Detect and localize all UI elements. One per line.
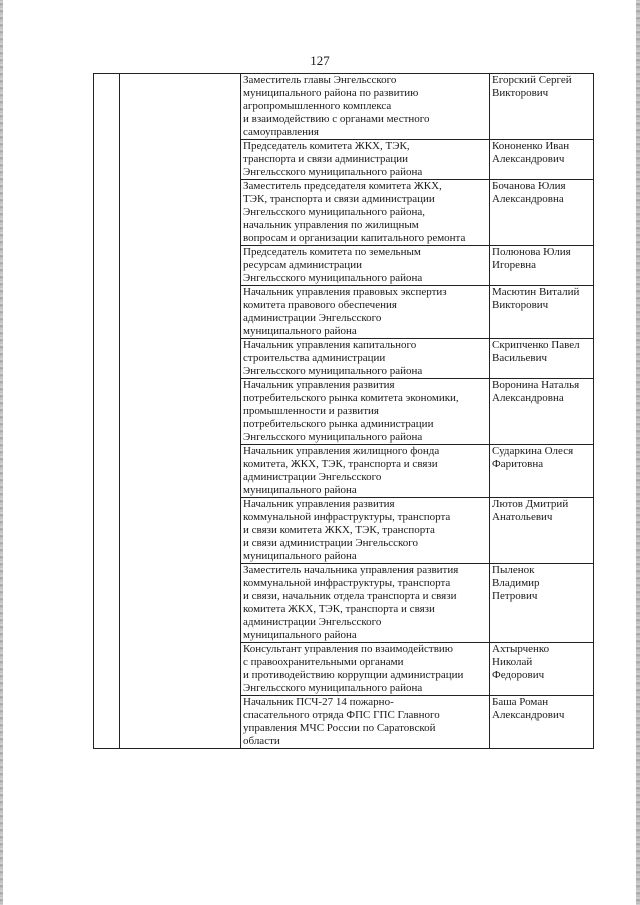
table-row <box>94 74 594 140</box>
name-cell: Полюнова Юлия Игоревна <box>490 246 594 286</box>
position-cell: Начальник управления жилищного фонда комитета, ЖКХ, ТЭК, транспорта и связи администрации Энгельсского муниципального района <box>241 445 490 498</box>
scan-edge-left <box>0 0 3 905</box>
position-cell: Председатель комитета по земельным ресурсам администрации Энгельсского муниципального района <box>241 246 490 286</box>
name-cell: Воронина Наталья Александровна <box>490 379 594 445</box>
name-cell: Пыленок Владимир Петрович <box>490 564 594 643</box>
name-cell: Масютин Виталий Викторович <box>490 286 594 339</box>
members-table <box>93 73 594 749</box>
group-column <box>120 74 241 749</box>
position-cell: Заместитель председателя комитета ЖКХ, ТЭК, транспорта и связи администрации Энгельсского муниципального района, начальник управления по жилищным вопросам и организации капитального ремонта <box>241 180 490 246</box>
position-cell: Заместитель главы Энгельсского муниципального района по развитию агропромышленного комплекса и взаимодействию с органами местного самоуправления <box>241 74 490 140</box>
position-cell: Председатель комитета ЖКХ, ТЭК, транспорта и связи администрации Энгельсского муниципального района <box>241 140 490 180</box>
number-column <box>94 74 120 749</box>
position-cell: Консультант управления по взаимодействию с правоохранительными органами и противодействию коррупции администрации Энгельсского муниципального района <box>241 643 490 696</box>
position-cell: Начальник управления капитального строительства администрации Энгельсского муниципального района <box>241 339 490 379</box>
name-cell: Баша Роман Александрович <box>490 696 594 749</box>
name-cell: Егорский Сергей Викторович <box>490 74 594 140</box>
name-cell: Бочанова Юлия Александровна <box>490 180 594 246</box>
name-cell: Сударкина Олеся Фаритовна <box>490 445 594 498</box>
position-cell: Заместитель начальника управления развития коммунальной инфраструктуры, транспорта и связи, начальник отдела транспорта и связи комитета ЖКХ, ТЭК, транспорта и связи администрации Энгельсского муниципального района <box>241 564 490 643</box>
name-cell: Ахтырченко Николай Федорович <box>490 643 594 696</box>
scan-edge-right <box>636 0 640 905</box>
position-cell: Начальник управления развития потребительского рынка комитета экономики, промышленности и развития потребительского рынка администрации Энгельсского муниципального района <box>241 379 490 445</box>
position-cell: Начальник ПСЧ-27 14 пожарно- спасательного отряда ФПС ГПС Главного управления МЧС России по Саратовской области <box>241 696 490 749</box>
page-number: 127 <box>310 53 330 68</box>
position-cell: Начальник управления правовых экспертиз комитета правового обеспечения администрации Энгельсского муниципального района <box>241 286 490 339</box>
position-cell: Начальник управления развития коммунальной инфраструктуры, транспорта и связи комитета ЖКХ, ТЭК, транспорта и связи администрации Энгельсского муниципального района <box>241 498 490 564</box>
name-cell: Кононенко Иван Александрович <box>490 140 594 180</box>
name-cell: Лютов Дмитрий Анатольевич <box>490 498 594 564</box>
name-cell: Скрипченко Павел Васильевич <box>490 339 594 379</box>
